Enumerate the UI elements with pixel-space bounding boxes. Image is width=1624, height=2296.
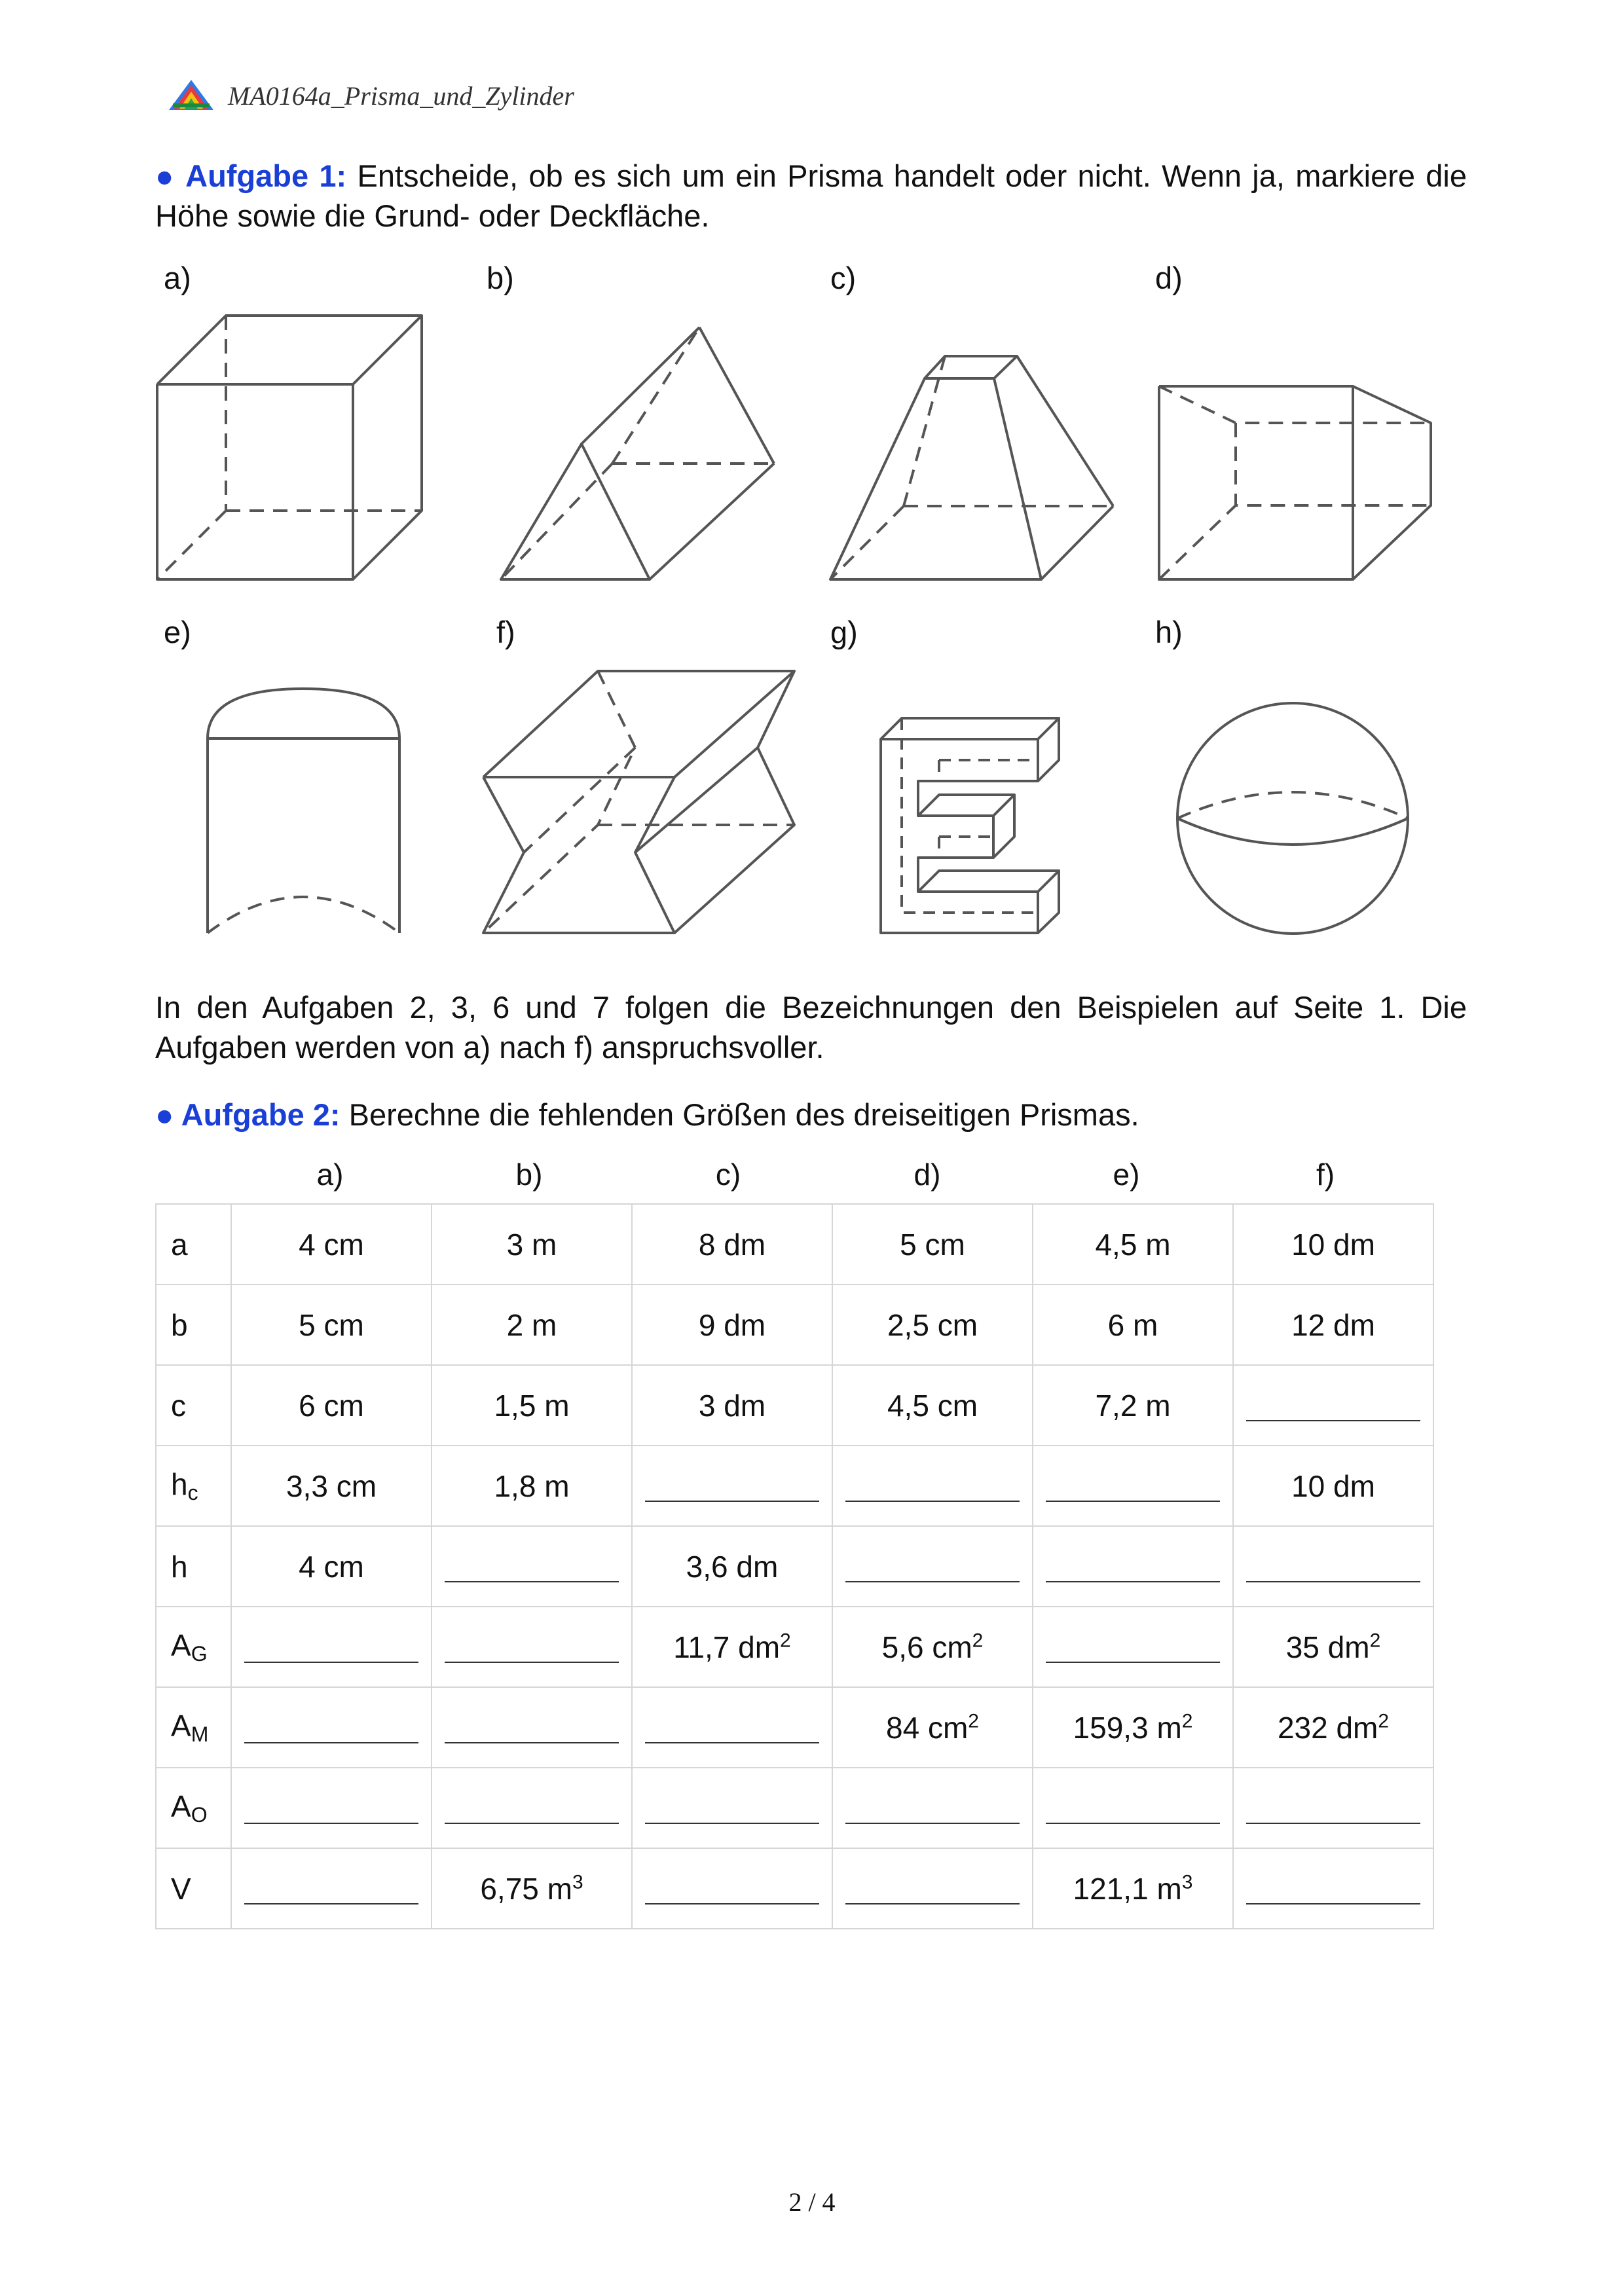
answer-cell[interactable]: [632, 1446, 832, 1526]
cell-value: 4,5 cm: [887, 1388, 978, 1423]
answer-cell[interactable]: [832, 1848, 1033, 1929]
cell-value: 121,1 m: [1073, 1871, 1182, 1906]
value-cell: [632, 1285, 832, 1365]
value-cell: [432, 1446, 632, 1526]
cell-value: 84 cm: [886, 1710, 969, 1745]
answer-blank[interactable]: [445, 1555, 619, 1582]
answer-cell[interactable]: [1233, 1365, 1433, 1446]
answer-blank[interactable]: [645, 1877, 819, 1904]
value-cell: [832, 1607, 1033, 1687]
row-label-symbol: c: [171, 1388, 186, 1423]
answer-blank[interactable]: [1046, 1474, 1220, 1502]
value-cell: [432, 1365, 632, 1446]
value-cell: [632, 1526, 832, 1607]
row-label-subscript: M: [191, 1722, 209, 1746]
row-label-subscript: G: [191, 1642, 208, 1666]
page-number: 2 / 4: [788, 2187, 836, 2217]
figure-label-f: f): [496, 615, 515, 649]
row-label-symbol: A: [171, 1628, 191, 1662]
cell-value: 4,5 m: [1095, 1227, 1171, 1262]
answer-blank[interactable]: [845, 1796, 1020, 1824]
solid-figures: [0, 0, 1624, 969]
answer-blank[interactable]: [845, 1555, 1020, 1582]
unit-exponent: 3: [572, 1871, 583, 1893]
value-cell: [1033, 1204, 1233, 1285]
value-cell: [1033, 1285, 1233, 1365]
figure-label-d: d): [1155, 261, 1183, 295]
figure-f-zigzag-prism: [483, 671, 794, 933]
value-cell: [231, 1526, 432, 1607]
answer-cell[interactable]: [1033, 1768, 1233, 1848]
cell-value: 8 dm: [698, 1227, 766, 1262]
cell-value: 3,3 cm: [286, 1468, 377, 1503]
answer-blank[interactable]: [1046, 1555, 1220, 1582]
row-label: [156, 1365, 231, 1446]
cell-value: 6 cm: [299, 1388, 364, 1423]
answer-cell[interactable]: [632, 1687, 832, 1768]
answer-cell[interactable]: [632, 1768, 832, 1848]
row-label: [156, 1526, 231, 1607]
row-label-symbol: a: [171, 1227, 188, 1262]
answer-cell[interactable]: [1033, 1607, 1233, 1687]
value-cell: [1233, 1204, 1433, 1285]
figure-label-e: e): [164, 615, 191, 649]
unit-exponent: 2: [780, 1630, 791, 1652]
task2-instruction: [155, 1095, 1467, 1135]
answer-blank[interactable]: [645, 1796, 819, 1824]
column-header-b: b): [515, 1157, 543, 1192]
note-paragraph: In den Aufgaben 2, 3, 6 und 7 folgen die Bezeichnungen den Beispielen auf Seite 1. Die Aufgaben werden von a) nach f) anspruchsvoller.: [155, 990, 1467, 1065]
figure-a-cube: [157, 316, 422, 579]
answer-cell[interactable]: [1033, 1526, 1233, 1607]
prism-values-table: [155, 1203, 1434, 1929]
cell-value: 3,6 dm: [686, 1549, 779, 1584]
row-label: [156, 1848, 231, 1929]
table-row: [156, 1607, 1433, 1687]
answer-blank[interactable]: [1246, 1555, 1420, 1582]
column-header-c: c): [715, 1157, 741, 1192]
answer-cell[interactable]: [632, 1848, 832, 1929]
figure-d-pentagon-prism: [1159, 386, 1431, 579]
cell-value: 4 cm: [299, 1549, 364, 1584]
row-label-symbol: A: [171, 1709, 191, 1743]
cell-value: 2 m: [506, 1307, 557, 1342]
answer-blank[interactable]: [645, 1716, 819, 1743]
row-label-symbol: h: [171, 1467, 188, 1501]
value-cell: [1233, 1607, 1433, 1687]
answer-blank[interactable]: [1046, 1796, 1220, 1824]
table-row: [156, 1848, 1433, 1929]
answer-cell[interactable]: [231, 1848, 432, 1929]
cell-value: 1,8 m: [494, 1468, 570, 1503]
value-cell: [832, 1204, 1033, 1285]
figure-e-round-top-prism: [208, 689, 399, 933]
column-header-d: d): [913, 1157, 941, 1192]
column-header-e: e): [1113, 1157, 1140, 1192]
value-cell: [1033, 1365, 1233, 1446]
cell-value: 12 dm: [1291, 1307, 1375, 1342]
answer-blank[interactable]: [1246, 1796, 1420, 1824]
unit-exponent: 2: [1378, 1710, 1390, 1732]
value-cell: [1033, 1687, 1233, 1768]
answer-cell[interactable]: [832, 1446, 1033, 1526]
answer-blank[interactable]: [244, 1635, 418, 1663]
answer-blank[interactable]: [244, 1716, 418, 1743]
answer-blank[interactable]: [645, 1474, 819, 1502]
answer-blank[interactable]: [1246, 1877, 1420, 1904]
cell-value: 3 m: [506, 1227, 557, 1262]
task1-text: Entscheide, ob es sich um ein Prisma handelt oder nicht. Wenn ja, markiere die Höhe sowie die Grund- oder Deckfläche.: [155, 158, 1467, 233]
value-cell: [832, 1285, 1033, 1365]
row-label: [156, 1446, 231, 1526]
value-cell: [432, 1285, 632, 1365]
answer-blank[interactable]: [445, 1716, 619, 1743]
answer-cell[interactable]: [231, 1687, 432, 1768]
column-header-f: f): [1316, 1157, 1335, 1192]
answer-blank[interactable]: [244, 1877, 418, 1904]
answer-cell[interactable]: [231, 1768, 432, 1848]
answer-cell[interactable]: [432, 1607, 632, 1687]
row-label-symbol: A: [171, 1789, 191, 1823]
value-cell: [832, 1687, 1033, 1768]
document-title: MA0164a_Prisma_und_Zylinder: [228, 81, 574, 111]
cell-value: 5 cm: [299, 1307, 364, 1342]
answer-cell[interactable]: [231, 1607, 432, 1687]
row-label: [156, 1285, 231, 1365]
figure-label-a: a): [164, 261, 191, 295]
task2-label: ● Aufgabe 2:: [155, 1097, 341, 1132]
cell-value: 11,7 dm: [673, 1630, 781, 1664]
answer-cell[interactable]: [432, 1526, 632, 1607]
task2-text: Berechne die fehlenden Größen des dreiseitigen Prismas.: [348, 1097, 1139, 1132]
answer-cell[interactable]: [432, 1687, 632, 1768]
figure-label-g: g): [830, 615, 858, 649]
table-row: [156, 1446, 1433, 1526]
value-cell: [231, 1365, 432, 1446]
value-cell: [632, 1607, 832, 1687]
unit-exponent: 2: [972, 1630, 984, 1652]
table-row: [156, 1687, 1433, 1768]
answer-blank[interactable]: [1046, 1635, 1220, 1663]
cell-value: 35 dm: [1285, 1630, 1370, 1664]
unit-exponent: 2: [968, 1710, 979, 1732]
value-cell: [1233, 1446, 1433, 1526]
answer-blank[interactable]: [445, 1635, 619, 1663]
cell-value: 1,5 m: [494, 1388, 570, 1423]
value-cell: [231, 1285, 432, 1365]
cell-value: 3 dm: [698, 1388, 766, 1423]
value-cell: [632, 1204, 832, 1285]
cell-value: 10 dm: [1291, 1227, 1375, 1262]
answer-blank[interactable]: [845, 1474, 1020, 1502]
answer-blank[interactable]: [1246, 1394, 1420, 1421]
figure-g-e-prism: [881, 718, 1059, 933]
unit-exponent: 2: [1181, 1710, 1193, 1732]
answer-cell[interactable]: [1233, 1848, 1433, 1929]
cell-value: 5,6 cm: [881, 1630, 972, 1664]
value-cell: [1233, 1285, 1433, 1365]
cell-value: 10 dm: [1291, 1468, 1375, 1503]
answer-cell[interactable]: [832, 1768, 1033, 1848]
row-label-subscript: c: [187, 1481, 198, 1504]
row-label-symbol: h: [171, 1549, 188, 1584]
value-cell: [231, 1204, 432, 1285]
table-row: [156, 1768, 1433, 1848]
value-cell: [632, 1365, 832, 1446]
cell-value: 7,2 m: [1095, 1388, 1171, 1423]
figure-c-frustum: [830, 356, 1113, 579]
answer-blank[interactable]: [445, 1796, 619, 1824]
figure-h-sphere: [1177, 703, 1408, 934]
row-label: [156, 1768, 231, 1848]
unit-exponent: 3: [1181, 1871, 1193, 1893]
table-row: [156, 1365, 1433, 1446]
table-row: [156, 1526, 1433, 1607]
row-label: [156, 1204, 231, 1285]
cell-value: 232 dm: [1277, 1710, 1378, 1745]
cell-value: 5 cm: [900, 1227, 965, 1262]
row-label-symbol: V: [171, 1871, 191, 1906]
value-cell: [432, 1848, 632, 1929]
answer-cell[interactable]: [832, 1526, 1033, 1607]
cell-value: 9 dm: [698, 1307, 766, 1342]
row-label-symbol: b: [171, 1307, 188, 1342]
table-row: [156, 1204, 1433, 1285]
value-cell: [1033, 1848, 1233, 1929]
value-cell: [432, 1204, 632, 1285]
answer-cell[interactable]: [1233, 1768, 1433, 1848]
cell-value: 4 cm: [299, 1227, 364, 1262]
figure-label-c: c): [830, 261, 857, 295]
value-cell: [1233, 1687, 1433, 1768]
row-label-subscript: O: [191, 1803, 208, 1827]
task1-label: ● Aufgabe 1:: [155, 158, 347, 193]
unit-exponent: 2: [1369, 1630, 1381, 1652]
figure-label-h: h): [1155, 615, 1183, 649]
figure-b-triangular-prism: [501, 327, 774, 579]
answer-cell[interactable]: [1033, 1446, 1233, 1526]
column-header-a: a): [316, 1157, 344, 1192]
cell-value: 6,75 m: [480, 1871, 572, 1906]
cell-value: 6 m: [1107, 1307, 1158, 1342]
answer-cell[interactable]: [1233, 1526, 1433, 1607]
figure-label-b: b): [487, 261, 514, 295]
answer-blank[interactable]: [244, 1796, 418, 1824]
table-row: [156, 1285, 1433, 1365]
row-label: [156, 1687, 231, 1768]
cell-value: 159,3 m: [1073, 1710, 1182, 1745]
cell-value: 2,5 cm: [887, 1307, 978, 1342]
value-cell: [832, 1365, 1033, 1446]
value-cell: [231, 1446, 432, 1526]
answer-blank[interactable]: [845, 1877, 1020, 1904]
answer-cell[interactable]: [432, 1768, 632, 1848]
row-label: [156, 1607, 231, 1687]
